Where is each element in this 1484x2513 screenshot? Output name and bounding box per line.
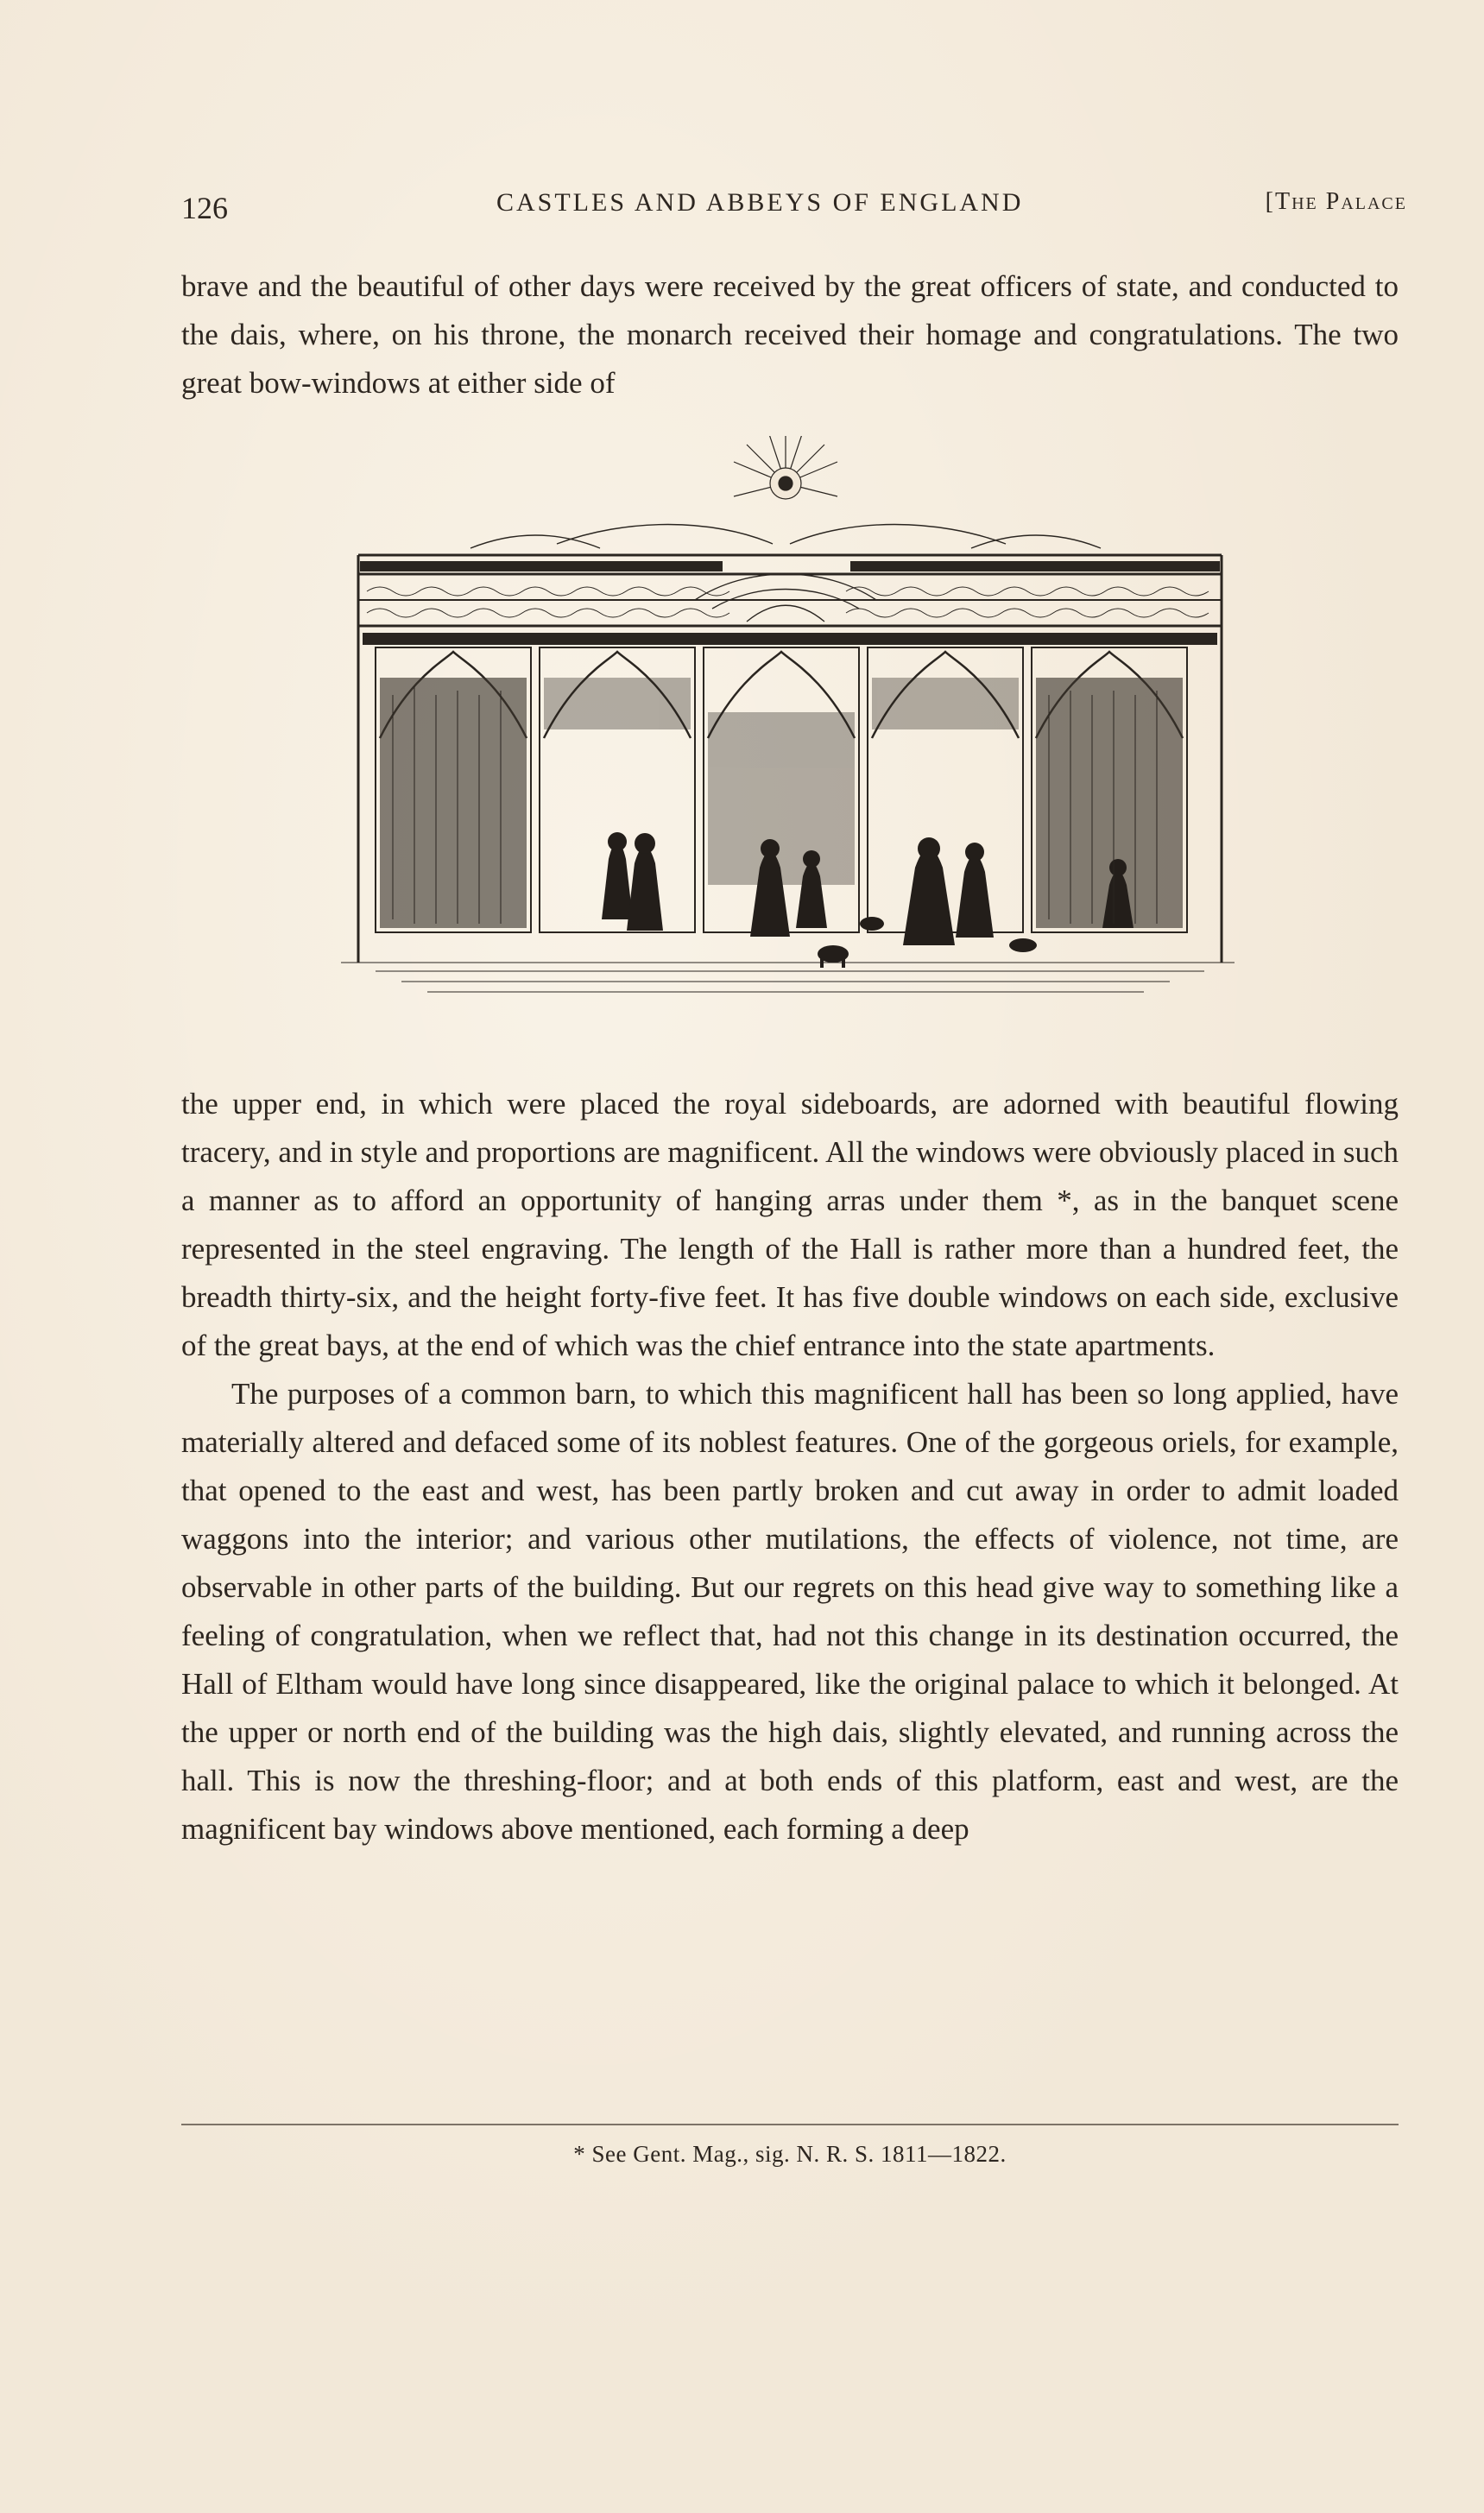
main-text-block: [181, 1080, 1399, 1853]
top-text-block: [181, 262, 1399, 407]
top-paragraph: brave and the beautiful of other days were received by the great officers of state, and conducted to the dais, where, on his throne, the monarch received their homage and congratulations. The two great bow-windows at either side of: [181, 269, 1399, 400]
footnote: * See Gent. Mag., sig. N. R. S. 1811—1822.: [573, 2141, 1007, 2167]
section-title: [The Palace: [1265, 188, 1407, 215]
paragraph-2: The purposes of a common barn, to which this magnificent hall has been so long applied, have materially altered and defaced some of its noblest features. One of the gorgeous oriels, for example, that opened to the east and west, has been partly broken and cut away in order to admit loaded waggons into the interior; and various other mutilations, the effects of violence, not time, are observable in other parts of the building. But our regrets on this head give way to something like a feeling of congratulation, when we reflect that, had not this change in its destination occurred, the Hall of Eltham would have long since disappeared, like the original palace to which it belonged. At the upper or north end of the building was the high dais, slightly elevated, and running across the hall. This is now the threshing-floor; and at both ends of this platform, east and west, are the magnificent bay windows above mentioned, each forming a deep: [181, 1377, 1399, 1846]
footnote-rule: [181, 2124, 1399, 2125]
running-title: CASTLES AND ABBEYS OF ENGLAND: [496, 188, 1024, 217]
page-header: [181, 183, 1407, 226]
page-number: 126: [181, 191, 228, 225]
engraved-illustration: [341, 436, 1235, 1040]
paragraph-1: the upper end, in which were placed the royal sideboards, are adorned with beautiful flowing tracery, and in style and proportions are magnificent. All the windows were obviously placed in such a manner as to afford an opportunity of hanging arras under them *, as in the banquet scene represented in the steel engraving. The length of the Hall is rather more than a hundred feet, the breadth thirty-six, and the height forty-five feet. It has five double windows on each side, exclusive of the great bays, at the end of which was the chief entrance into the state apartments.: [181, 1087, 1399, 1362]
